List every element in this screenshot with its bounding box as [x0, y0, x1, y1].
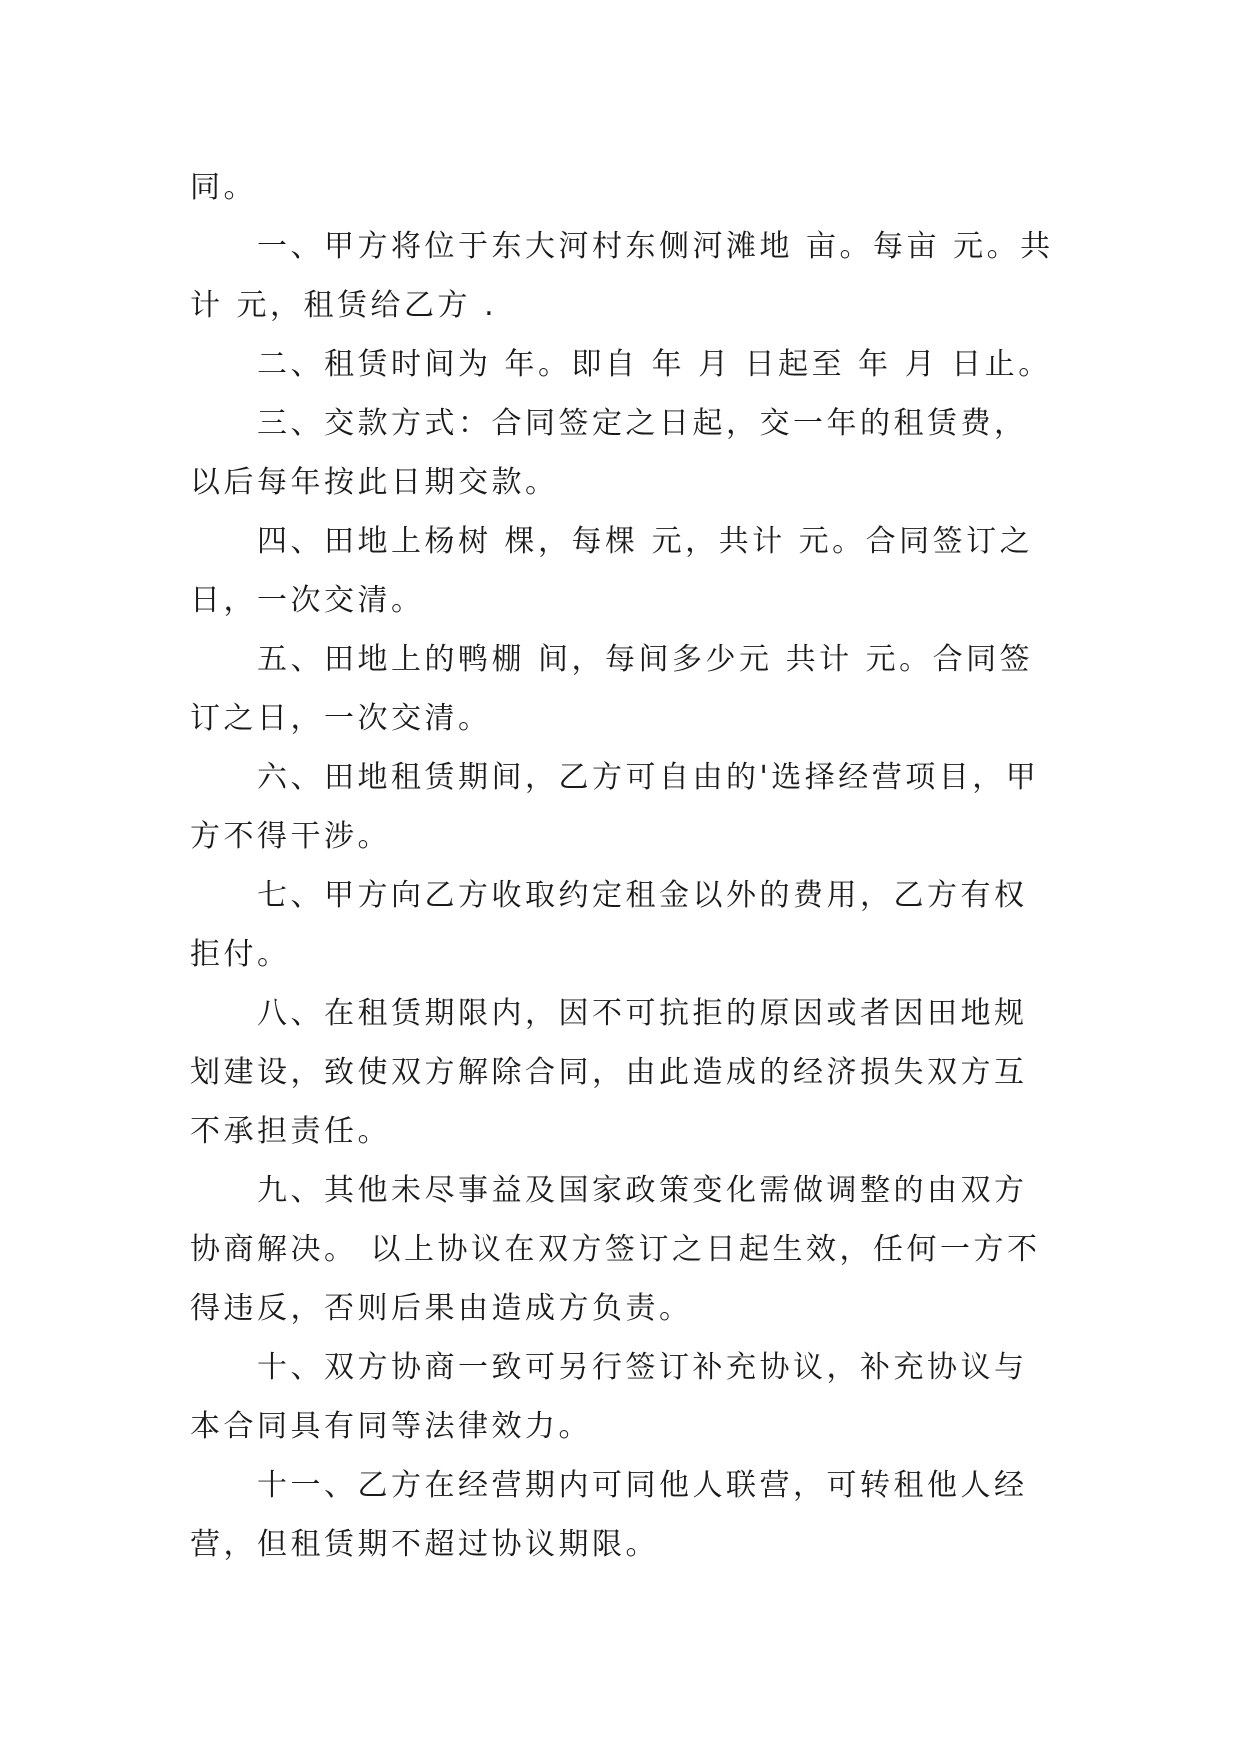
clause-2: 二、租赁时间为 年。即自 年 月 日起至 年 月 日止。	[257, 347, 1052, 382]
clause-4: 四、田地上杨树 棵，每棵 元，共计 元。合同签订之日，一次交清。	[190, 524, 1034, 618]
clause-1: 一、甲方将位于东大河村东侧河滩地 亩。每亩 元。共计 元，租赁给乙方 .	[190, 229, 1054, 323]
clause-11: 十一、乙方在经营期内可同他人联营，可转租他人经营，但租赁期不超过协议期限。	[190, 1468, 1028, 1562]
clause-7: 七、甲方向乙方收取约定租金以外的费用，乙方有权拒付。	[190, 878, 1028, 972]
contract-body	[190, 158, 1060, 1574]
clause-5: 五、田地上的鸭棚 间，每间多少元 共计 元。合同签订之日，一次交清。	[190, 642, 1034, 736]
clause-9: 九、其他未尽事益及国家政策变化需做调整的由双方协商解决。 以上协议在双方签订之日起生效，任何一方不得违反，否则后果由造成方负责。	[190, 1173, 1041, 1326]
clause-3: 三、交款方式：合同签定之日起，交一年的租赁费，以后每年按此日期交款。	[190, 406, 1028, 500]
paragraph-continuation: 同。	[190, 170, 257, 205]
clause-8: 八、在租赁期限内，因不可抗拒的原因或者因田地规划建设，致使双方解除合同，由此造成的经济损失双方互不承担责任。	[190, 996, 1028, 1149]
clause-10: 十、双方协商一致可另行签订补充协议，补充协议与本合同具有同等法律效力。	[190, 1350, 1028, 1444]
clause-6: 六、田地租赁期间，乙方可自由的'选择经营项目，甲方不得干涉。	[190, 760, 1040, 854]
